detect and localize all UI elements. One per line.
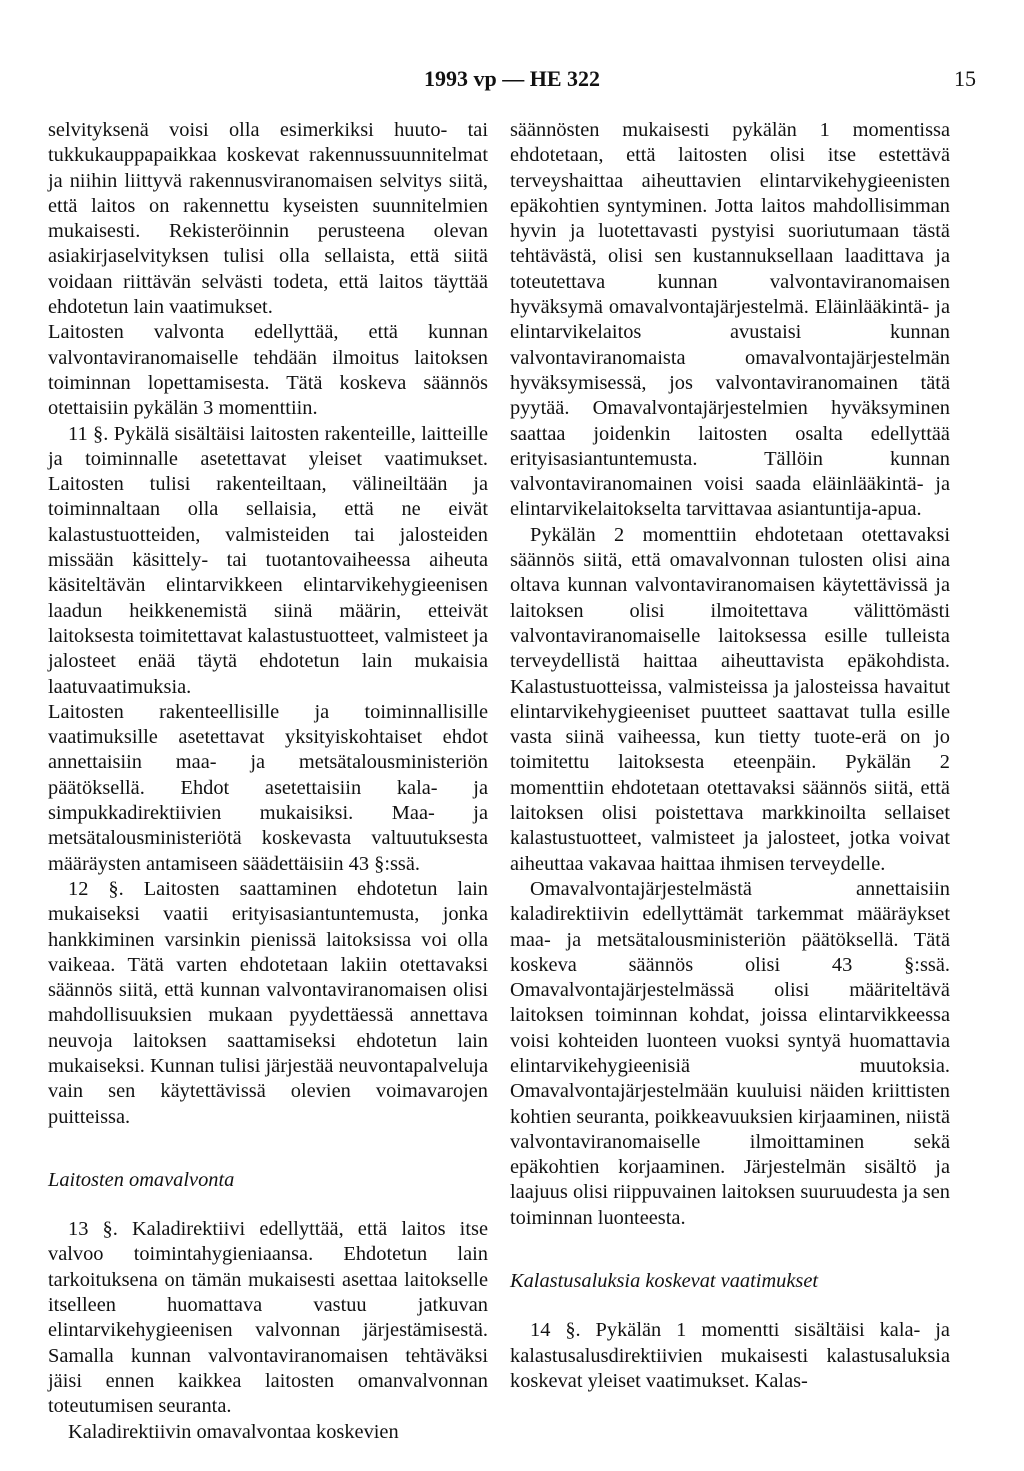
page-header <box>0 62 1024 96</box>
paragraph: selvityksenä voisi olla esimerkiksi huuto- tai tukkukauppapaikkaa koskevat rakennussuunnitelmat ja niihin liittyvä rakennusviranomaisen selvitys siitä, että laitos on rakennettu kyseisten suunnitelmien mukaisesti. Rekisteröinnin perusteena olevan asiakirjaselvityksen tulisi olla sellaista, että siitä voidaan riittävän selvästi todeta, että laitos täyttää ehdotetun lain vaatimukset. <box>48 119 488 319</box>
section-spacer <box>48 1130 488 1168</box>
running-title: 1993 vp — HE 322 <box>423 66 601 91</box>
section-heading: Kalastusaluksia koskevat vaatimukset <box>510 1270 819 1293</box>
paragraph: Laitosten rakenteellisille ja toiminnallisille vaatimuksille asetettavat yksityiskohtaiset ehdot annettaisiin maa- ja metsätalousministeriön päätöksellä. Ehdot asetettaisiin kala- ja simpukkadirektiivien mukaisiksi. Maa- ja metsätalousministeriötä koskevasta valtuutuksesta määräysten antamiseen säädettäisiin 43 §:ssä. <box>48 700 488 875</box>
paragraph: 11 §. Pykälä sisältäisi laitosten rakenteille, laitteille ja toiminnalle asetettavat yleiset vaatimukset. Laitosten tulisi rakenteiltaan, välineiltään ja toiminnaltaan olla sellaisia, että ne eivät kalastustuotteiden, valmisteiden tai jalosteiden missään käsittely- tai tuotantovaiheessa aiheuta käsiteltävän elintarvikkeen elintarvikehygieenisen laadun heikkenemistä siinä määrin, etteivät laitoksesta toimitettavat kalastustuotteet, valmisteet ja jalosteet enää täytä ehdotetun lain mukaisia laatuvaatimuksia. <box>48 422 488 698</box>
section-spacer <box>48 1193 488 1217</box>
section-spacer <box>510 1231 950 1269</box>
page-number: 15 <box>954 66 976 91</box>
right-column <box>510 118 950 1394</box>
paragraph: 13 §. Kaladirektiivi edellyttää, että laitos itse valvoo toimintahygieniaansa. Ehdotetun lain tarkoituksena on tämän mukaisesti asettaa laitokselle itselleen huomattava vastuu jatkuvan elintarvikehygieenisen valvonnan järjestämisestä. Samalla kunnan valvontaviranomaisen tehtäväksi jäisi ennen kaikkea laitosten omanvalvonnan toteutumisen seuranta. <box>48 1218 488 1418</box>
section-heading: Laitosten omavalvonta <box>48 1168 235 1191</box>
paragraph: säännösten mukaisesti pykälän 1 momentissa ehdotetaan, että laitosten olisi itse estettävä terveyshaittaa aiheuttavien elintarvikehygieenisten epäkohtien syntyminen. Jotta laitos mahdollisimman hyvin ja luotettavasti pystyisi suoriutumaan tästä tehtävästä, olisi sen kustannuksellaan laadittava ja toteutettava kunnan valvontaviranomaisen hyväksymä omavalvontajärjestelmä. Eläinlääkintä- ja elintarvikelaitos avustaisi kunnan valvontaviranomaista omavalvontajärjestelmän hyväksymisessä, jos valvontaviranomainen tätä pyytää. Omavalvontajärjestelmien hyväksyminen saattaa joidenkin laitosten osalta edellyttää erityisasiantuntemusta. Tällöin kunnan valvontaviranomainen voisi saada eläinlääkintä- ja elintarvikelaitokselta tarvittavaa asiantuntija-apua. <box>510 119 950 521</box>
section-spacer <box>510 1294 950 1318</box>
paragraph: Pykälän 2 momenttiin ehdotetaan otettavaksi säännös siitä, että omavalvonnan tulosten olisi aina oltava kunnan valvontaviranomaisen käytettävissä ja laitoksen olisi ilmoitettava välittömästi valvontaviranomaiselle laitoksessa esille tulleista terveydellistä haittaa aiheuttavista epäkohdista. Kalastustuotteissa, valmisteissa ja jalosteissa havaitut elintarvikehygieeniset puutteet saattavat tulla esille vasta siinä vaiheessa, kun tietty tuote-erä on jo toimitettu laitoksesta eteenpäin. Pykälän 2 momenttiin ehdotetaan otettavaksi säännös siitä, että laitoksen olisi poistettava markkinoilta sellaiset kalastustuotteet, valmisteet ja jalosteet, jotka voivat aiheuttaa vakavaa haittaa ihmisen terveydelle. <box>510 523 950 875</box>
paragraph: Kaladirektiivin omavalvontaa koskevien <box>68 1420 399 1443</box>
paragraph: 14 §. Pykälän 1 momentti sisältäisi kala- ja kalastusalusdirektiivien mukaisesti kalastusaluksia koskevat yleiset vaatimukset. Kalas- <box>510 1319 950 1392</box>
paragraph: Laitosten valvonta edellyttää, että kunnan valvontaviranomaiselle tehdään ilmoitus laitoksen toiminnan lopettamisesta. Tätä koskeva säännös otettaisiin pykälän 3 momenttiin. <box>48 321 488 420</box>
left-column <box>48 118 488 1445</box>
paragraph: 12 §. Laitosten saattaminen ehdotetun lain mukaiseksi vaatii erityisasiantuntemusta, jonka hankkiminen varsinkin pienissä laitoksissa voi olla vaikeaa. Tätä varten ehdotetaan lakiin otettavaksi säännös siitä, että kunnan valvontaviranomaisen olisi mahdollisuuksien mukaan pyydettäessä annettava neuvoja laitoksen saattamiseksi ehdotetun lain mukaiseksi. Kunnan tulisi järjestää neuvontapalveluja vain sen käytettävissä olevien voimavarojen puitteissa. <box>48 877 488 1128</box>
paragraph: Omavalvontajärjestelmästä annettaisiin kaladirektiivin edellyttämät tarkemmat määräykset maa- ja metsätalousministeriön päätöksellä. Tätä koskeva säännös olisi 43 §:ssä. Omavalvontajärjestelmässä olisi määriteltävä laitoksen toiminnan kohdat, joissa elintarvikkeessa voisi kohteiden luonteen vuoksi syntyä huomattavia elintarvikehygieenisiä muutoksia. Omavalvontajärjestelmään kuuluisi näiden kriittisten kohtien seuranta, poikkeavuuksien kirjaaminen, niistä valvontaviranomaiselle ilmoittaminen sekä epäkohtien korjaaminen. Järjestelmän sisältö ja laajuus olisi riippuvainen laitoksen suuruudesta ja sen toiminnan luonteesta. <box>510 877 950 1229</box>
